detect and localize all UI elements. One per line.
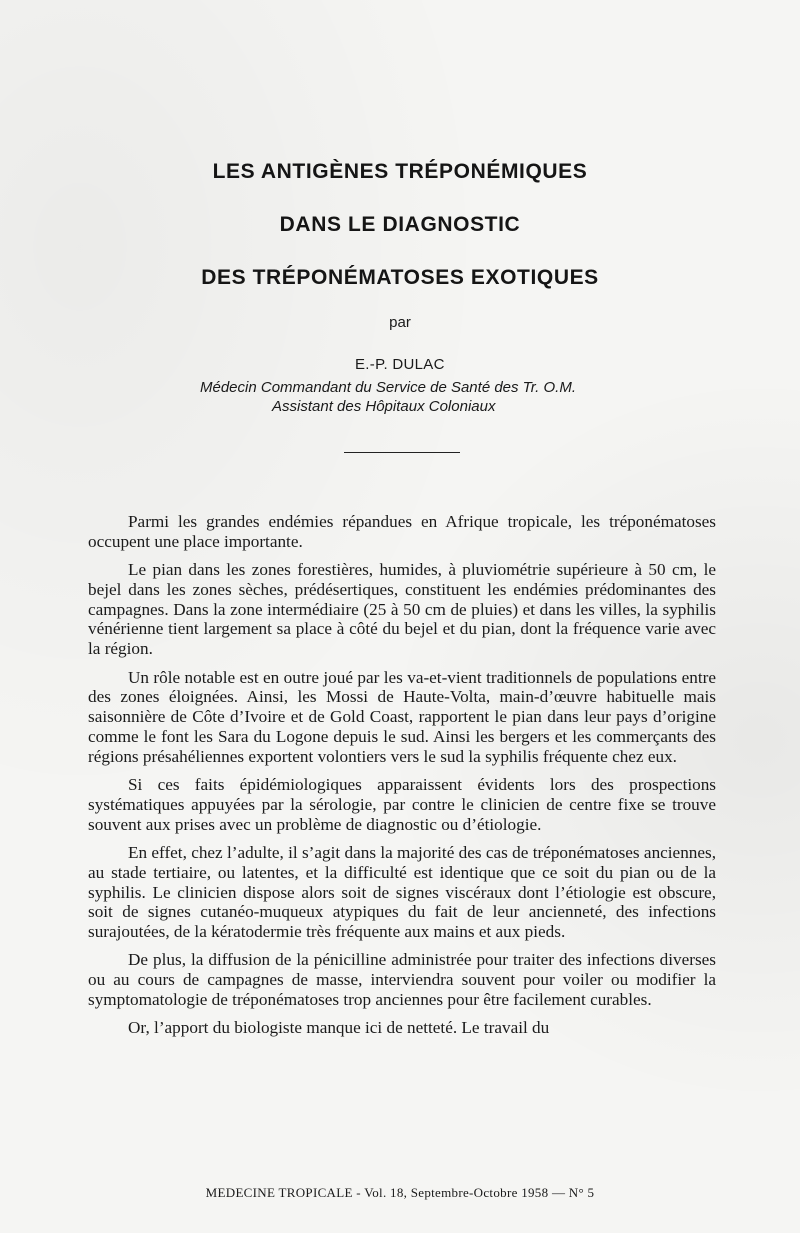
body-paragraph: Un rôle notable est en outre joué par les va-et-vient traditionnels de populations entre des zones éloignées. Ainsi, les Mossi de Haute-Volta, main-d’œuvre habituelle mais saisonnière de Côte d’Ivoire et de Gold Coast, rapportent le pian dans leur pays d’origine comme le font les Sara du Logone depuis le sud. Ainsi les bergers et les commerçants des régions présahéliennes exportent volontiers vers le sud la syphilis fréquente chez eux. — [88, 667, 716, 766]
body-paragraph: Or, l’apport du biologiste manque ici de netteté. Le travail du — [128, 1018, 550, 1038]
article-title-line-3: DES TRÉPONÉMATOSES EXOTIQUES — [201, 266, 599, 289]
body-paragraph: En effet, chez l’adulte, il s’agit dans la majorité des cas de tréponématoses anciennes, au stade tertiaire, ou latentes, et la difficulté est identique que ce soit du pian ou de la syphilis. Le clinicien dispose alors soit de signes viscéraux dont l’étiologie est obscure, soit de signes cutanéo-muqueux atypiques du fait de leur ancienneté, des infections surajoutées, de la kératodermie très fréquente aux mains et aux pieds. — [88, 842, 716, 942]
article-title-line-2: DANS LE DIAGNOSTIC — [279, 213, 521, 236]
journal-footer: MEDECINE TROPICALE - Vol. 18, Septembre-Octobre 1958 — N° 5 — [205, 1185, 595, 1200]
body-paragraph: Si ces faits épidémiologiques apparaissent évidents lors des prospections systématiques appuyées par la sérologie, par contre le clinicien de centre fixe se trouve souvent aux prises avec un problème de diagnostic ou d’étiologie. — [88, 775, 716, 834]
article-body — [88, 512, 716, 1047]
body-paragraph: Parmi les grandes endémies répandues en Afrique tropicale, les tréponématoses occupent une place importante. — [88, 512, 716, 551]
article-title-line-1: LES ANTIGÈNES TRÉPONÉMIQUES — [212, 160, 588, 183]
author-name: E.-P. DULAC — [355, 356, 445, 373]
byline-par: par — [389, 314, 411, 331]
body-paragraph: Le pian dans les zones forestières, humides, à pluviométrie supérieure à 50 cm, le bejel dans les zones sèches, prédésertiques, constituent les endémies prédominantes des campagnes. Dans la zone intermédiaire (25 à 50 cm de pluies) et dans les villes, la syphilis vénérienne tient largement sa place à côté du bejel et du pian, dont la fréquence varie avec la région. — [88, 560, 716, 659]
author-affiliation-line-1: Médecin Commandant du Service de Santé des Tr. O.M. — [200, 379, 577, 396]
body-paragraph: De plus, la diffusion de la pénicilline administrée pour traiter des infections diverses ou au cours de campagnes de masse, interviendra souvent pour voiler ou modifier la symptomatologie de tréponématoses trop anciennes pour être facilement curables. — [88, 950, 716, 1010]
author-affiliation-line-2: Assistant des Hôpitaux Coloniaux — [272, 398, 496, 415]
separator-rule — [344, 452, 460, 453]
